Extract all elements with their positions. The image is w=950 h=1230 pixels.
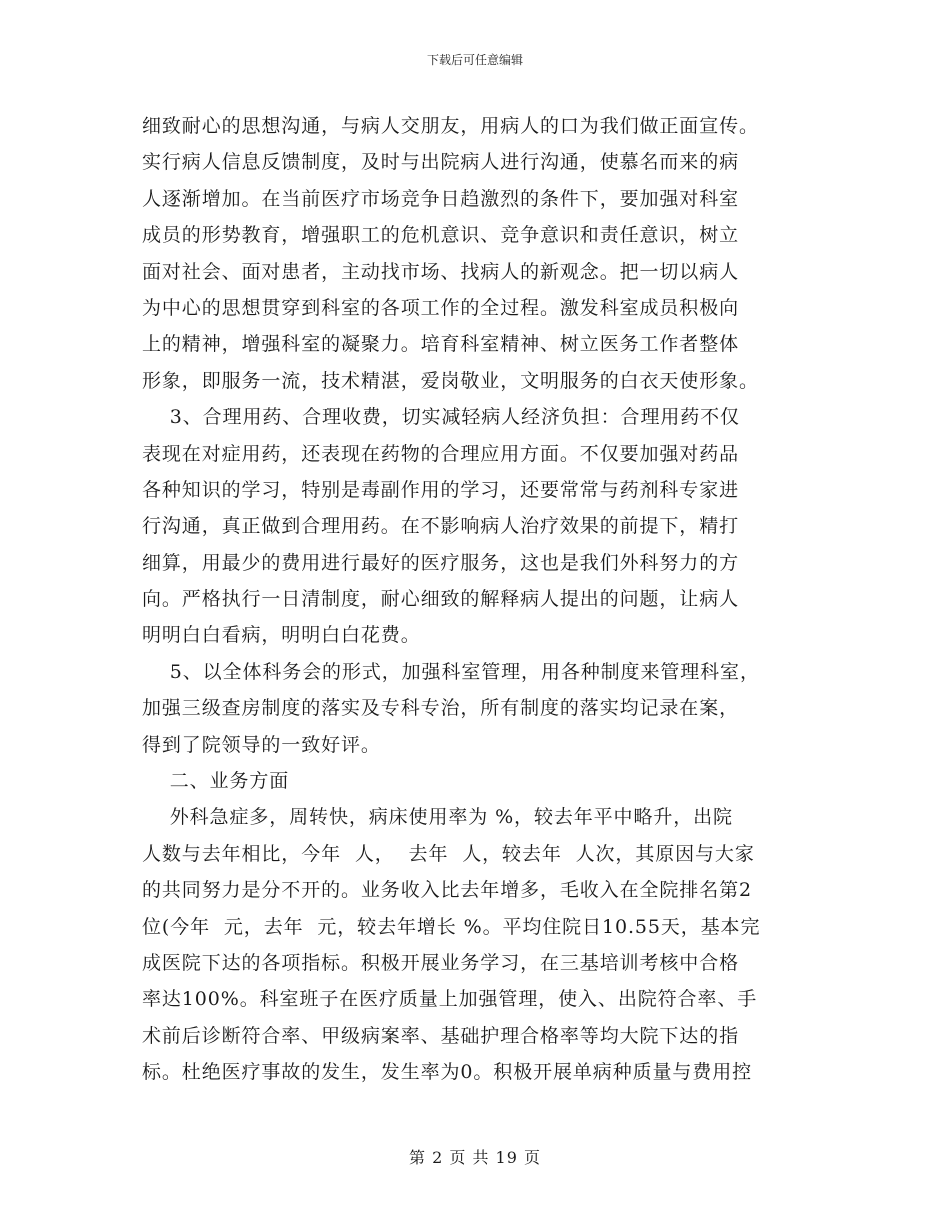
text-line: 行沟通，真正做到合理用药。在不影响病人治疗效果的前提下，精打 bbox=[142, 515, 740, 538]
text-line: 标。杜绝医疗事故的发生，发生率为0。积极开展单病种质量与费用控 bbox=[142, 1061, 752, 1084]
section-heading: 二、业务方面 bbox=[142, 770, 290, 793]
text-line: 为中心的思想贯穿到科室的各项工作的全过程。激发科室成员积极向 bbox=[142, 296, 740, 319]
text-line: 位(今年 元，去年 元，较去年增长 %。平均住院日10.55天，基本完 bbox=[142, 915, 761, 938]
text-line: 面对社会、面对患者，主动找市场、找病人的新观念。把一切以病人 bbox=[142, 260, 740, 283]
text-line: 细致耐心的思想沟通，与病人交朋友，用病人的口为我们做正面宣传。 bbox=[142, 115, 759, 137]
page-number-footer: 第 2 页 共 19 页 bbox=[409, 1148, 541, 1167]
text-line: 各种知识的学习，特别是毒副作用的学习，还要常常与药剂科专家进 bbox=[142, 478, 740, 501]
text-line: 加强三级查房制度的落实及专科专治，所有制度的落实均记录在案， bbox=[142, 697, 740, 720]
text-line: 上的精神，增强科室的凝聚力。培育科室精神、树立医务工作者整体 bbox=[142, 333, 740, 356]
text-line: 形象，即服务一流，技术精湛，爱岗敬业，文明服务的白衣天使形象。 bbox=[142, 369, 759, 392]
text-line: 表现在对症用药，还表现在药物的合理应用方面。不仅要加强对药品 bbox=[142, 442, 740, 465]
text-line: 的共同努力是分不开的。业务收入比去年增多，毛收入在全院排名第2 bbox=[142, 879, 752, 902]
text-line: 成医院下达的各项指标。积极开展业务学习，在三基培训考核中合格 bbox=[142, 951, 740, 974]
document-body bbox=[142, 108, 822, 1091]
text-line: 术前后诊断符合率、甲级病案率、基础护理合格率等均大院下达的指 bbox=[142, 1024, 740, 1047]
text-line: 细算，用最少的费用进行最好的医疗服务，这也是我们外科努力的方 bbox=[142, 551, 740, 574]
text-line: 实行病人信息反馈制度，及时与出院病人进行沟通，使慕名而来的病 bbox=[142, 151, 740, 174]
text-line: 人数与去年相比，今年 人， 去年 人，较去年 人次，其原因与大家 bbox=[142, 842, 755, 865]
text-line: 得到了院领导的一致好评。 bbox=[142, 733, 381, 756]
text-line: 3、合理用药、合理收费，切实减轻病人经济负担：合理用药不仅 bbox=[142, 406, 740, 429]
text-line: 人逐渐增加。在当前医疗市场竞争日趋激烈的条件下，要加强对科室 bbox=[142, 187, 740, 210]
text-line: 率达100%。科室班子在医疗质量上加强管理，使入、出院符合率、手 bbox=[142, 988, 758, 1011]
text-line: 明明白白看病，明明白白花费。 bbox=[142, 624, 421, 647]
text-line: 外科急症多，周转快，病床使用率为 %，较去年平中略升，出院 bbox=[142, 806, 733, 829]
text-line: 向。严格执行一日清制度，耐心细致的解释病人提出的问题，让病人 bbox=[142, 588, 740, 611]
text-line: 5、以全体科务会的形式，加强科室管理，用各种制度来管理科室， bbox=[142, 660, 760, 683]
text-line: 成员的形势教育，增强职工的危机意识、竞争意识和责任意识，树立 bbox=[142, 224, 740, 247]
page-header: 下载后可任意编辑 bbox=[426, 53, 523, 67]
